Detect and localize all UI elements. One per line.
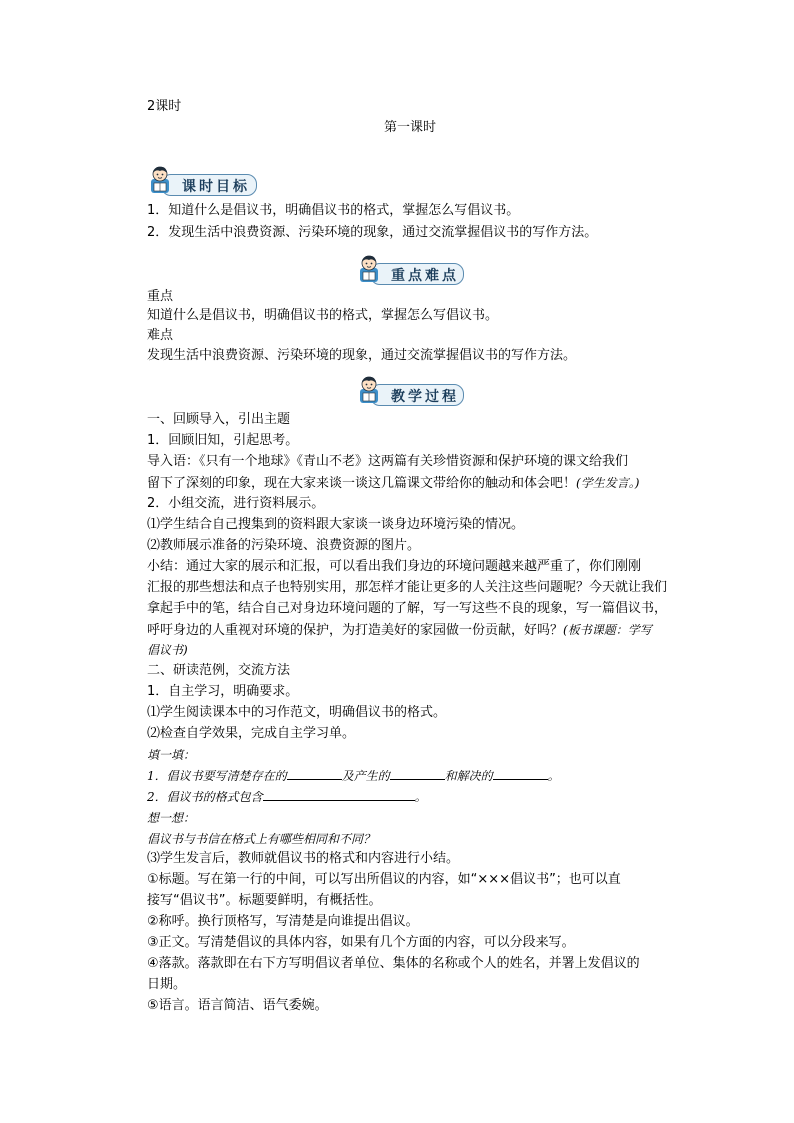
fill-question-1 xyxy=(147,766,560,786)
summary-note-2: 倡议书) xyxy=(147,643,188,657)
focus-label: 重点 xyxy=(147,289,174,304)
step-2-1c: ⑶学生发言后，教师就倡议书的格式和内容进行小结。 xyxy=(147,851,460,866)
summary-line-4 xyxy=(147,620,652,641)
step-2-1: 1．自主学习，明确要求。 xyxy=(147,684,299,699)
summary-line-1: 小结：通过大家的展示和汇报，可以看出我们身边的环境问题越来越严重了，你们刚刚 xyxy=(147,559,642,574)
focus-text: 知道什么是倡议书，明确倡议书的格式，掌握怎么写倡议书。 xyxy=(147,308,499,323)
step-1-2: 2．小组交流，进行资料展示。 xyxy=(147,496,325,511)
blank-3[interactable] xyxy=(493,767,548,780)
student-reading-icon xyxy=(356,254,386,284)
objectives-badge-label: 课时目标 xyxy=(182,179,250,195)
fill-question-2 xyxy=(147,787,427,807)
intro-note: (学生发言。) xyxy=(576,476,640,490)
section-1-title: 一、回顾导入，引出主题 xyxy=(147,412,291,427)
fill-q1-part-b: 及产生的 xyxy=(341,769,390,783)
point-5: ⑤语言。语言简洁、语气委婉。 xyxy=(147,998,328,1013)
intro-text: 留下了深刻的印象，现在大家来谈一谈这几篇课文带给你的触动和体会吧！ xyxy=(147,476,577,491)
fill-title: 填一填： xyxy=(147,748,196,762)
blank-2[interactable] xyxy=(390,767,445,780)
think-title: 想一想： xyxy=(147,811,196,825)
objective-1: 1．知道什么是倡议书，明确倡议书的格式，掌握怎么写倡议书。 xyxy=(147,203,520,218)
step-2-1a: ⑴学生阅读课本中的习作范文，明确倡议书的格式。 xyxy=(147,705,447,720)
summary-line-3: 拿起手中的笔，结合自己对身边环境问题的了解，写一写这些不良的现象，写一篇倡议书， xyxy=(147,601,668,616)
intro-line-1: 导入语：《只有一个地球》《青山不老》这两篇有关珍惜资源和保护环境的课文给我们 xyxy=(147,454,629,469)
fill-q2-end: 。 xyxy=(414,790,427,804)
key-points-badge xyxy=(356,254,466,284)
objective-2: 2．发现生活中浪费资源、污染环境的现象，通过交流掌握倡议书的写作方法。 xyxy=(147,225,598,240)
fill-q2-part-a: 2．倡议书的格式包含 xyxy=(147,790,263,804)
step-1-2b: ⑵教师展示准备的污染环境、浪费资源的图片。 xyxy=(147,538,421,553)
point-4-line-2: 日期。 xyxy=(147,977,187,992)
lesson-title: 第一课时 xyxy=(384,120,437,135)
blank-1[interactable] xyxy=(287,767,342,780)
point-3: ③正文。写清楚倡议的具体内容，如果有几个方面的内容，可以分段来写。 xyxy=(147,935,575,950)
section-2-title: 二、研读范例，交流方法 xyxy=(147,663,291,678)
fill-q1-part-a: 1．倡议书要写清楚存在的 xyxy=(147,769,287,783)
objectives-badge xyxy=(147,165,257,195)
step-1-2a: ⑴学生结合自己搜集到的资料跟大家谈一谈身边环境污染的情况。 xyxy=(147,517,525,532)
student-reading-icon xyxy=(356,375,386,405)
summary-line-2: 汇报的那些想法和点子也特别实用，那怎样才能让更多的人关注这些问题呢？今天就让我们 xyxy=(147,580,668,595)
fill-q1-part-c: 和解决的 xyxy=(444,769,493,783)
process-badge xyxy=(356,375,466,405)
key-points-badge-label: 重点难点 xyxy=(391,268,459,284)
process-badge-label: 教学过程 xyxy=(391,389,459,405)
summary-text: 呼吁身边的人重视对环境的保护，为打造美好的家园做一份贡献，好吗？ xyxy=(147,623,564,638)
summary-note: (板书课题：学写 xyxy=(563,623,652,637)
difficulty-text: 发现生活中浪费资源、污染环境的现象，通过交流掌握倡议书的写作方法。 xyxy=(147,348,577,363)
student-reading-icon xyxy=(147,165,177,195)
point-1-line-2: 接写“倡议书”。标题要鲜明，有概括性。 xyxy=(147,893,382,908)
point-1-line-1: ①标题。写在第一行的中间，可以写出所倡议的内容，如“×××倡议书”；也可以直 xyxy=(147,872,621,887)
blank-4[interactable] xyxy=(263,788,415,801)
step-1-1: 1．回顾旧知，引起思考。 xyxy=(147,433,299,448)
point-2: ②称呼。换行顶格写，写清楚是向谁提出倡议。 xyxy=(147,914,419,929)
intro-line-2 xyxy=(147,473,639,494)
fill-q1-end: 。 xyxy=(547,769,560,783)
step-2-1b: ⑵检查自学效果，完成自主学习单。 xyxy=(147,726,356,741)
think-question: 倡议书与书信在格式上有哪些相同和不同？ xyxy=(147,832,376,846)
period-count: 2课时 xyxy=(147,99,182,114)
point-4-line-1: ④落款。落款即在右下方写明倡议者单位、集体的名称或个人的姓名，并署上发倡议的 xyxy=(147,956,640,971)
difficulty-label: 难点 xyxy=(147,328,174,343)
